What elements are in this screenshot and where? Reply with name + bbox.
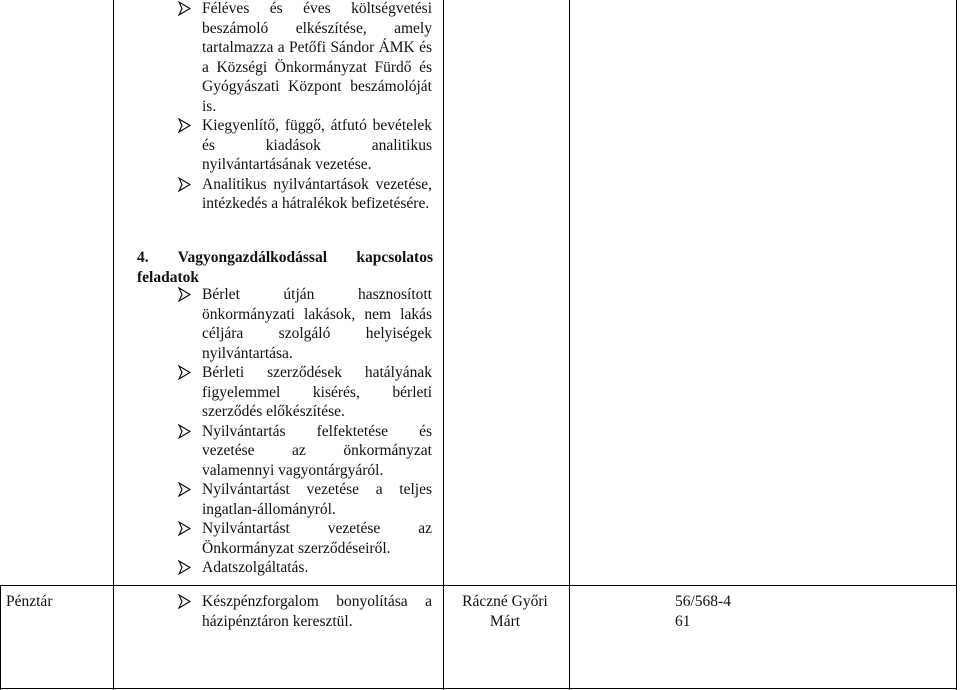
arrow-bullet-icon [178, 560, 191, 575]
arrow-bullet-icon [178, 177, 191, 192]
table-border-left [0, 585, 1, 690]
unit-cell: Pénztár [6, 593, 53, 610]
arrow-bullet-icon [178, 594, 191, 609]
list-item [178, 422, 432, 481]
list-item [178, 480, 432, 519]
list-item-text: Bérlet útján hasznosított önkormányzati lakások, nem lakás céljára szolgáló helyiségek nyilvántartása. [202, 286, 432, 362]
task-cell-upper [178, 0, 432, 214]
table-border-col1 [113, 0, 114, 690]
arrow-bullet-icon [178, 365, 191, 380]
list-item-text: Nyilvántartást vezetése az Önkormányzat szerződéseiről. [202, 520, 432, 557]
arrow-bullet-icon [178, 287, 191, 302]
reference-cell: 56/568-461 [675, 593, 731, 630]
arrow-bullet-icon [178, 521, 191, 536]
list-item-text: Adatszolgáltatás. [202, 559, 309, 576]
list-item [178, 0, 432, 116]
list-item-text: Készpénzforgalom bonyolítása a házipénztáron keresztül. [202, 593, 432, 630]
list-item [178, 285, 432, 363]
table-bottom-border [0, 688, 957, 689]
table-border-right [956, 0, 957, 690]
list-item [178, 519, 432, 558]
arrow-bullet-icon [178, 482, 191, 497]
list-item-text: Analitikus nyilvántartások vezetése, intézkedés a hátralékok befizetésére. [202, 175, 432, 212]
list-item-text: Nyilvántartás felfektetése és vezetése az önkormányzat valamennyi vagyontárgyáról. [202, 422, 432, 479]
list-item [178, 116, 432, 175]
arrow-bullet-icon [178, 424, 191, 439]
list-item-text: Bérleti szerződések hatályának figyelemmel kisérés, bérleti szerződés előkészítése. [202, 364, 432, 420]
list-item [178, 558, 432, 578]
arrow-bullet-icon [178, 1, 191, 16]
person-cell: Ráczné Győri Márt [462, 593, 548, 630]
task-cell-penztar [178, 592, 432, 631]
list-item-text: Nyilvántartást vezetése a teljes ingatlan-állományról. [202, 481, 432, 518]
list-item [178, 175, 432, 214]
list-item [178, 592, 432, 631]
list-item [178, 363, 432, 422]
task-cell-lower-list [178, 285, 432, 578]
list-item-text: Kiegyenlítő, függő, átfutó bevételek és kiadások analitikus nyilvántartásának vezetése. [202, 117, 432, 173]
arrow-bullet-icon [178, 118, 191, 133]
list-item-text: Féléves és éves költségvetési beszámoló elkészítése, amely tartalmazza a Petőfi Sándor ÁMK és a Községi Önkormányzat Fürdő és Gyógyászati Központ beszámolóját is. [202, 0, 432, 115]
table-border-col3 [569, 0, 570, 690]
table-border-col2 [443, 0, 444, 690]
table-row-divider [0, 585, 957, 586]
section-heading: 4. Vagyongazdálkodással kapcsolatos feladatok [137, 249, 433, 286]
